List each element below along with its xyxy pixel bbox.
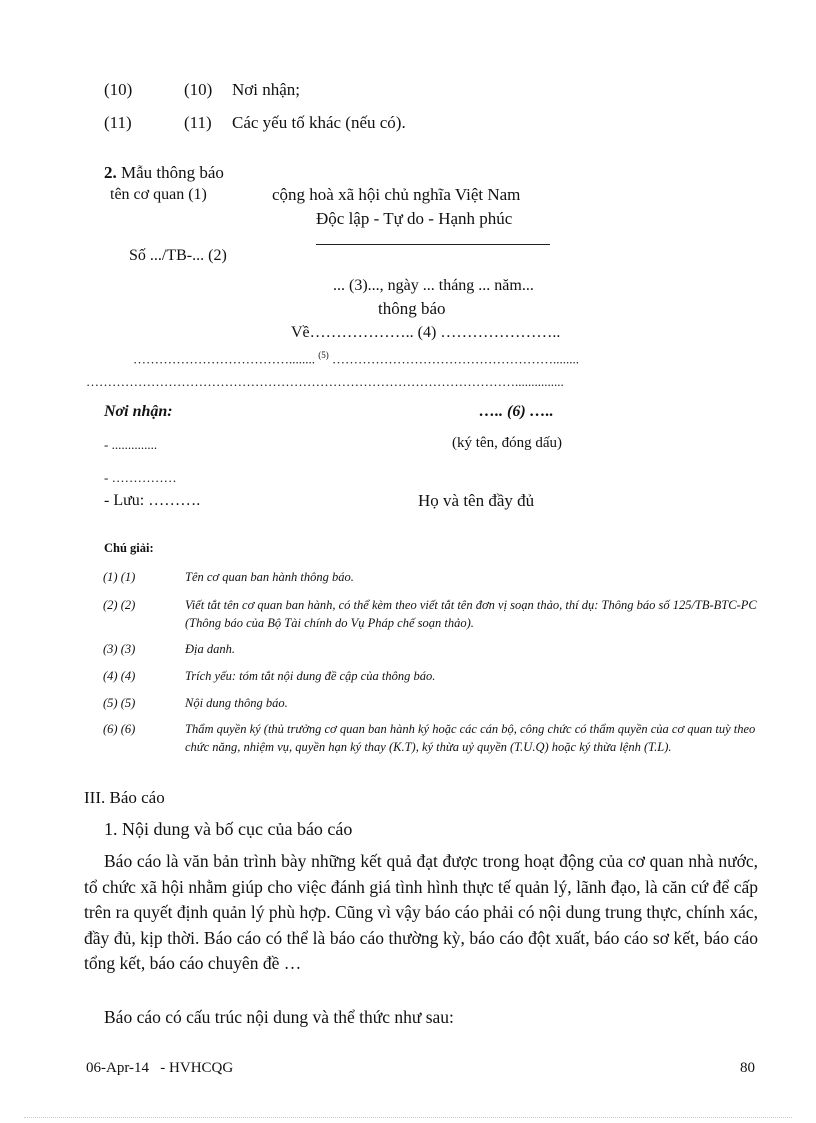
note-text: Nội dung thông báo. — [185, 696, 288, 710]
archive-line: - Lưu: ………. — [104, 492, 201, 509]
note-text: Tên cơ quan ban hành thông báo. — [185, 570, 354, 584]
template-content-line-2: ………………………………………………………………………………………............... — [86, 374, 564, 389]
signer-label-text: ….. (6) ….. — [479, 403, 554, 420]
note-number: (1) (1) — [103, 570, 136, 584]
full-name: Họ và tên đầy đủ — [418, 491, 535, 510]
section-3-subheading: 1. Nội dung và bố cục của báo cáo — [104, 819, 353, 839]
motto-underline — [316, 244, 550, 245]
note-text: Địa danh. — [185, 642, 235, 656]
footer-org: - HVHCQG — [160, 1060, 234, 1076]
note-text: Viết tắt tên cơ quan ban hành, có thể kèm theo viết tắt tên đơn vị soạn thảo, thí dụ: Thông báo số 125/TB-BTC-PC (Thông báo của Bộ Tài chính do Vụ Pháp chế soạn thảo). — [185, 598, 757, 630]
recipient-1: - .............. — [104, 437, 158, 452]
list-item-11-number: (11) — [104, 113, 132, 132]
footer-date: 06-Apr-14 — [86, 1060, 150, 1076]
notes-title: Chú giải: — [104, 541, 154, 555]
body-paragraph-1: Báo cáo là văn bản trình bày những kết quả đạt được trong hoạt động của cơ quan nhà nước, tổ chức xã hội nhằm giúp cho việc đánh giá tình hình thực tế quản lý, lãnh đạo, là căn cứ để cấp trên ra quyết định quản lý phù hợp. Cũng vì vậy báo cáo phải có nội dung trung thực, chính xác, đầy đủ, kịp thời. Báo cáo có thể là báo cáo thường kỳ, báo cáo đột xuất, báo cáo sơ kết, báo cáo tổng kết, báo cáo chuyên đề … — [84, 851, 758, 973]
template-doc-type: thông báo — [378, 299, 446, 318]
section-2-title: Mẫu thông báo — [121, 163, 224, 182]
template-number-line: Số .../TB-... (2) — [129, 247, 227, 264]
content-dots-right: ……………………………………………........ — [332, 351, 579, 367]
recipient-2: - …………… — [104, 470, 177, 485]
template-date-line: ... (3)..., ngày ... tháng ... năm... — [333, 277, 534, 294]
body-paragraph-2: Báo cáo có cấu trúc nội dung và thể thức như sau: — [104, 1007, 454, 1027]
list-item-11-number-2: (11) — [184, 113, 212, 132]
template-agency: tên cơ quan (1) — [110, 186, 207, 203]
template-content-line-1 — [133, 350, 579, 367]
list-item-11-text: Các yếu tố khác (nếu có). — [232, 113, 406, 132]
recipients-label: Nơi nhận: — [104, 403, 173, 420]
sign-note: (ký tên, đóng dấu) — [452, 435, 562, 451]
section-3-heading: III. Báo cáo — [84, 788, 165, 807]
note-number: (3) (3) — [103, 642, 136, 656]
signer-label — [479, 403, 554, 421]
template-republic: cộng hoà xã hội chủ nghĩa Việt Nam — [272, 185, 521, 204]
section-2-number: 2. — [104, 163, 117, 182]
content-superscript: (5) — [318, 350, 329, 360]
footer-left — [86, 1060, 233, 1077]
note-number: (4) (4) — [103, 669, 136, 683]
note-number: (5) (5) — [103, 696, 136, 710]
content-dots-left: ………………………………........ — [133, 351, 315, 367]
note-text: Thẩm quyền ký (thủ trưởng cơ quan ban hành ký hoặc các cán bộ, công chức có thẩm quyền của cơ quan tuỳ theo chức năng, nhiệm vụ, quyền hạn ký thay (K.T), ký thừa uỷ quyền (T.U.Q) hoặc ký thừa lệnh (T.L). — [185, 722, 756, 754]
page-bottom-divider — [24, 1117, 792, 1118]
list-item-10-number: (10) — [104, 80, 133, 99]
note-text: Trích yếu: tóm tắt nội dung đề cập của thông báo. — [185, 669, 436, 683]
note-number: (6) (6) — [103, 722, 136, 736]
template-motto: Độc lập - Tự do - Hạnh phúc — [316, 209, 513, 228]
list-item-10-number-2: (10) — [184, 80, 213, 99]
note-number: (2) (2) — [103, 598, 136, 612]
section-2-heading — [104, 163, 224, 183]
template-subject: Về……………….. (4) ………………….. — [291, 324, 561, 341]
page-number: 80 — [740, 1060, 755, 1076]
list-item-10-text: Nơi nhận; — [232, 80, 301, 99]
